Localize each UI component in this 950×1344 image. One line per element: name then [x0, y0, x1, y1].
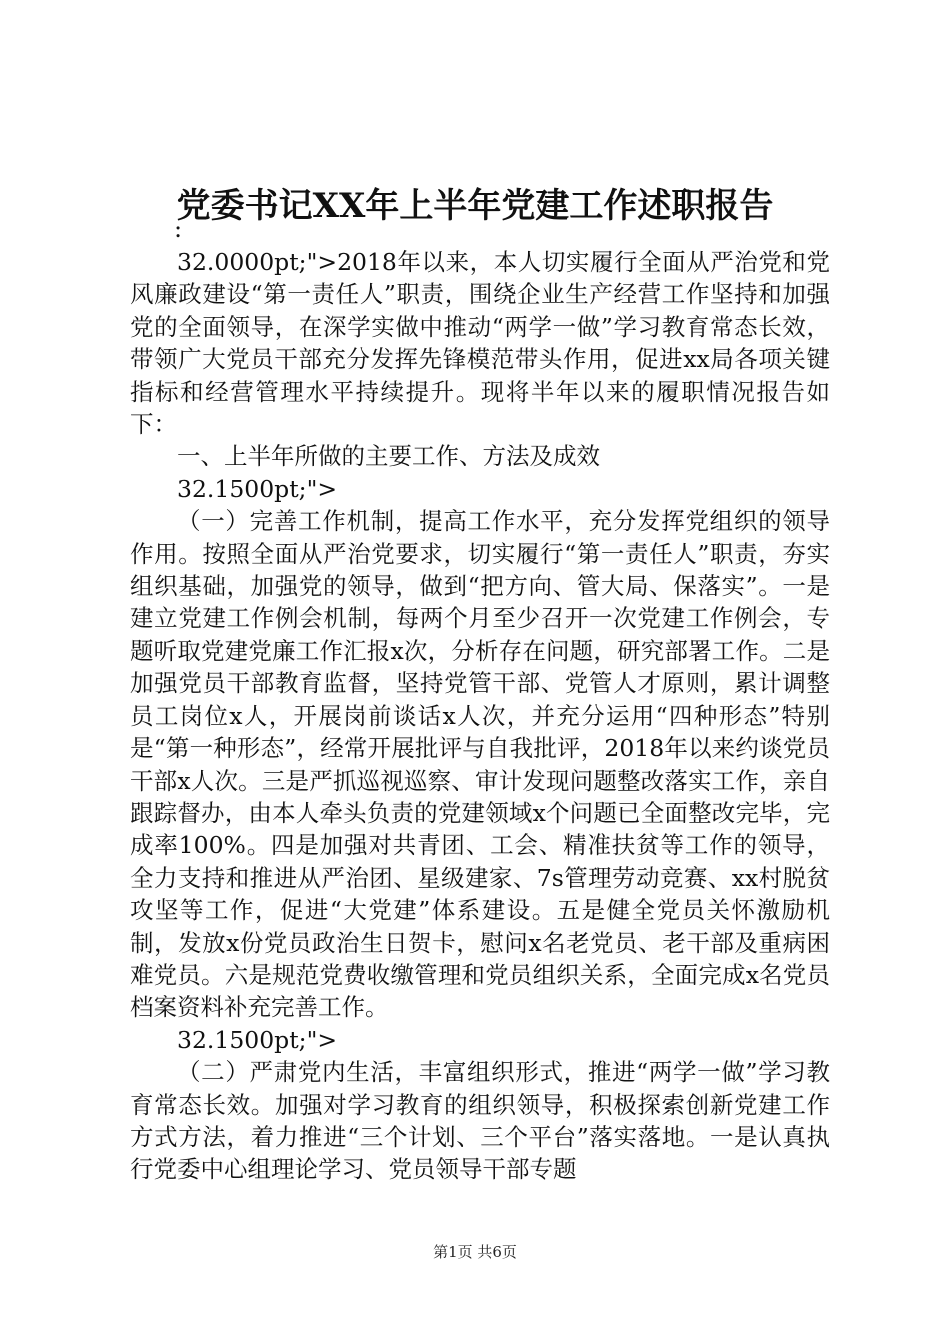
- paragraph-style-fragment: 32.1500pt;">: [177, 1025, 338, 1054]
- paragraph-intro: 32.0000pt;">2018年以来，本人切实履行全面从严治党和党风廉政建设“第一责任人”职责，围绕企业生产经营工作坚持和加强党的全面领导，在深学实做中推动“两学一做”学习教育常态长效，带领广大党员干部充分发挥先锋模范带头作用，促进xx局各项关键指标和经营管理水平持续提升。现将半年以来的履职情况报告如下：: [130, 248, 830, 439]
- title-colon: :: [174, 215, 183, 243]
- paragraph-item-2: （二）严肃党内生活，丰富组织形式，推进“两学一做”学习教育常态长效。加强对学习教育的组织领导，积极探索创新党建工作方式方法，着力推进“三个计划、三个平台”落实落地。一是认真执行党委中心组理论学习、党员领导干部专题: [130, 1058, 830, 1184]
- section-heading-1: 一、上半年所做的主要工作、方法及成效: [177, 442, 600, 471]
- document-body: [130, 246, 830, 1186]
- paragraph-style-fragment: 32.1500pt;">: [177, 474, 338, 503]
- page-number-footer: 第1页 共6页: [433, 1243, 517, 1261]
- document-title: 党委书记XX年上半年党建工作述职报告: [176, 186, 774, 226]
- paragraph-item-1: （一）完善工作机制，提高工作水平，充分发挥党组织的领导作用。按照全面从严治党要求，切实履行“第一责任人”职责，夯实组织基础，加强党的领导，做到“把方向、管大局、保落实”。一是建立党建工作例会机制，每两个月至少召开一次党建工作例会，专题听取党建党廉工作汇报x次，分析存在问题，研究部署工作。二是加强党员干部教育监督，坚持党管干部、党管人才原则，累计调整员工岗位x人，开展岗前谈话x人次，并充分运用“四种形态”特别是“第一种形态”，经常开展批评与自我批评，2018年以来约谈党员干部x人次。三是严抓巡视巡察、审计发现问题整改落实工作，亲自跟踪督办，由本人牵头负责的党建领域x个问题已全面整改完毕，完成率100%。四是加强对共青团、工会、精准扶贫等工作的领导，全力支持和推进从严治团、星级建家、7s管理劳动竞赛、xx村脱贫攻坚等工作，促进“大党建”体系建设。五是健全党员关怀激励机制，发放x份党员政治生日贺卡，慰问x名老党员、老干部及重病困难党员。六是规范党费收缴管理和党员组织关系，全面完成x名党员档案资料补充完善工作。: [130, 507, 830, 1022]
